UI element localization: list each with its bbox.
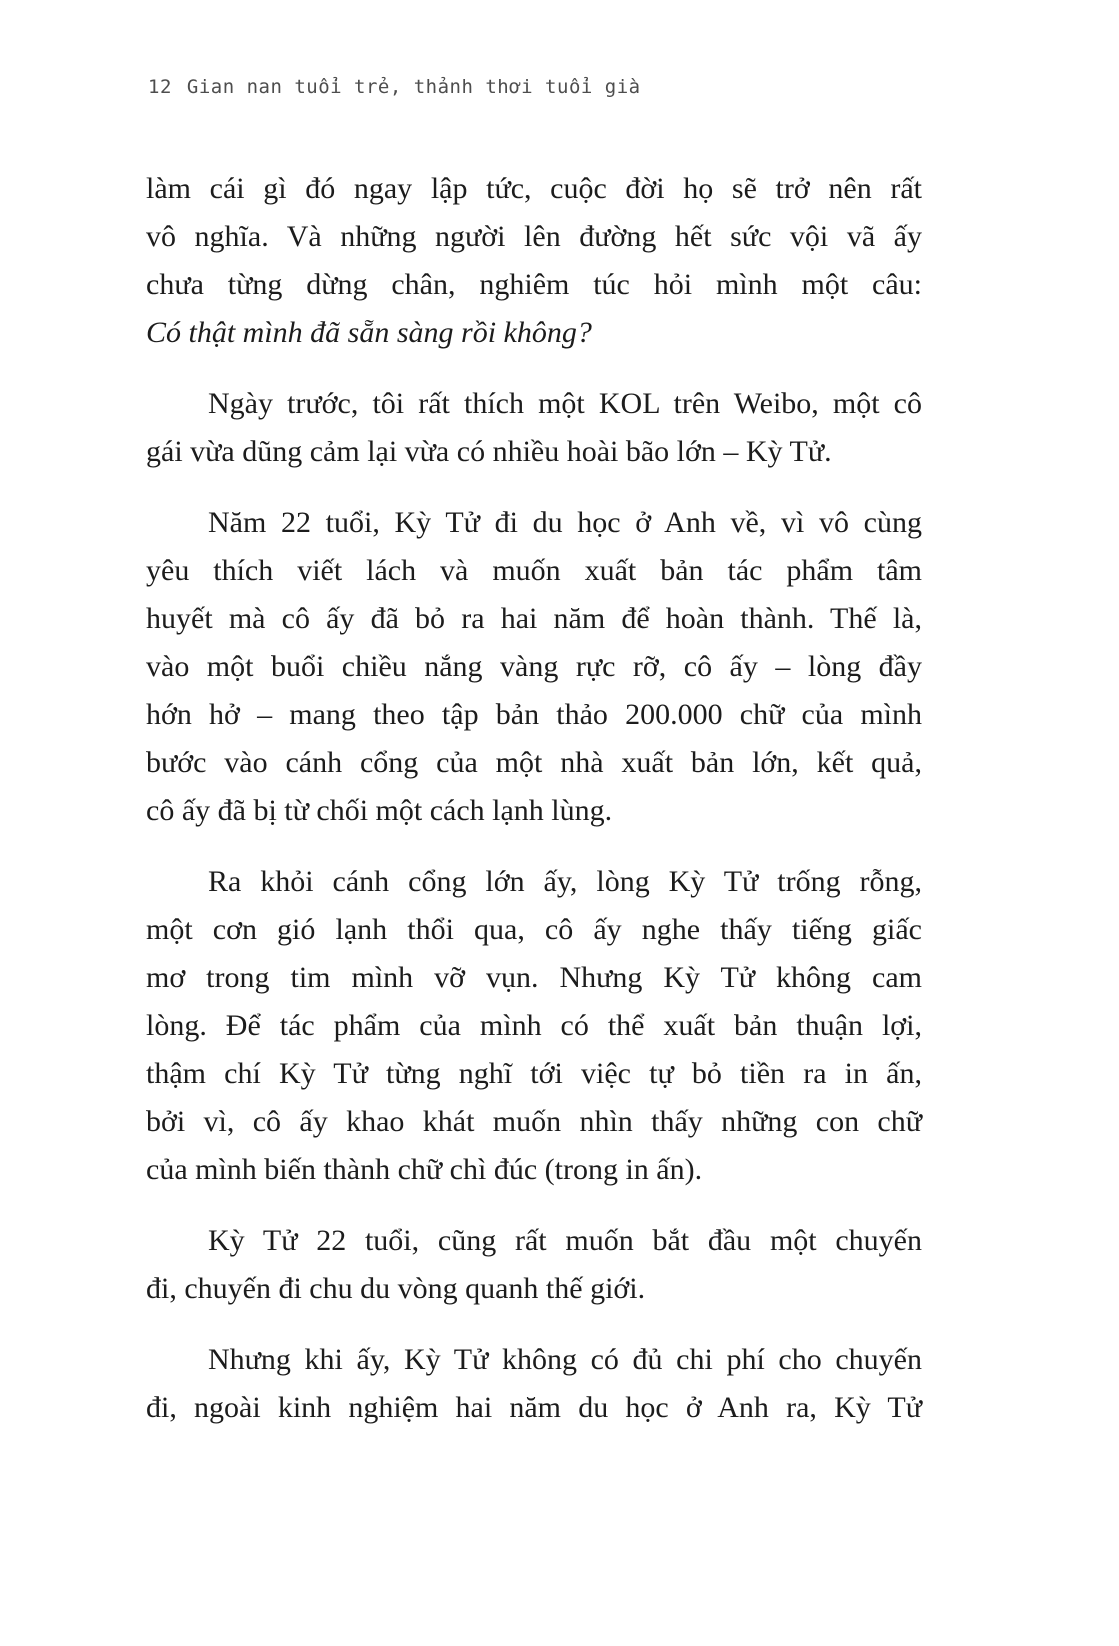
text-line: bởi vì, cô ấy khao khát muốn nhìn thấy những con chữ	[146, 1105, 922, 1138]
text-line: cô ấy đã bị từ chối một cách lạnh lùng.	[146, 794, 613, 827]
paragraph	[146, 858, 922, 1194]
paragraph	[146, 1336, 922, 1432]
text-line: Có thật mình đã sẵn sàng rồi không?	[146, 316, 592, 349]
text-line: gái vừa dũng cảm lại vừa có nhiều hoài bão lớn – Kỳ Tử.	[146, 435, 832, 468]
text-line: lòng. Để tác phẩm của mình có thể xuất bản thuận lợi,	[146, 1009, 922, 1042]
text-line: bước vào cánh cổng của một nhà xuất bản lớn, kết quả,	[146, 746, 922, 779]
text-line: hớn hở – mang theo tập bản thảo 200.000 chữ của mình	[146, 698, 922, 731]
text-line: chưa từng dừng chân, nghiêm túc hỏi mình một câu:	[146, 268, 922, 301]
text-line: mơ trong tim mình vỡ vụn. Nhưng Kỳ Tử không cam	[146, 961, 922, 994]
text-line: thậm chí Kỳ Tử từng nghĩ tới việc tự bỏ tiền ra in ấn,	[146, 1057, 922, 1090]
paragraph	[146, 1217, 922, 1313]
text-line: yêu thích viết lách và muốn xuất bản tác phẩm tâm	[146, 554, 922, 587]
text-line: Ngày trước, tôi rất thích một KOL trên Weibo, một cô	[208, 387, 922, 420]
running-header	[148, 76, 641, 98]
paragraph	[146, 499, 922, 835]
text-line: vào một buổi chiều nắng vàng rực rỡ, cô ấy – lòng đầy	[146, 650, 922, 683]
text-line: của mình biến thành chữ chì đúc (trong in ấn).	[146, 1153, 703, 1186]
text-line: Kỳ Tử 22 tuổi, cũng rất muốn bắt đầu một chuyến	[208, 1224, 922, 1257]
text-line: Ra khỏi cánh cổng lớn ấy, lòng Kỳ Tử trống rỗng,	[208, 865, 922, 898]
text-line: một cơn gió lạnh thổi qua, cô ấy nghe thấy tiếng giấc	[146, 913, 922, 946]
text-line: huyết mà cô ấy đã bỏ ra hai năm để hoàn thành. Thế là,	[146, 602, 922, 635]
page-number: 12	[148, 76, 172, 98]
body-text	[146, 165, 922, 1455]
text-line: đi, ngoài kinh nghiệm hai năm du học ở Anh ra, Kỳ Tử	[146, 1391, 922, 1424]
paragraph	[146, 380, 922, 476]
text-line: Năm 22 tuổi, Kỳ Tử đi du học ở Anh về, vì vô cùng	[208, 506, 922, 539]
text-line: Nhưng khi ấy, Kỳ Tử không có đủ chi phí cho chuyến	[208, 1343, 922, 1376]
running-title: Gian nan tuổi trẻ, thảnh thơi tuổi già	[186, 76, 641, 98]
paragraph	[146, 165, 922, 357]
text-line: đi, chuyến đi chu du vòng quanh thế giới.	[146, 1272, 646, 1305]
text-line: làm cái gì đó ngay lập tức, cuộc đời họ sẽ trở nên rất	[146, 172, 922, 205]
text-line: vô nghĩa. Và những người lên đường hết sức vội vã ấy	[146, 220, 922, 253]
